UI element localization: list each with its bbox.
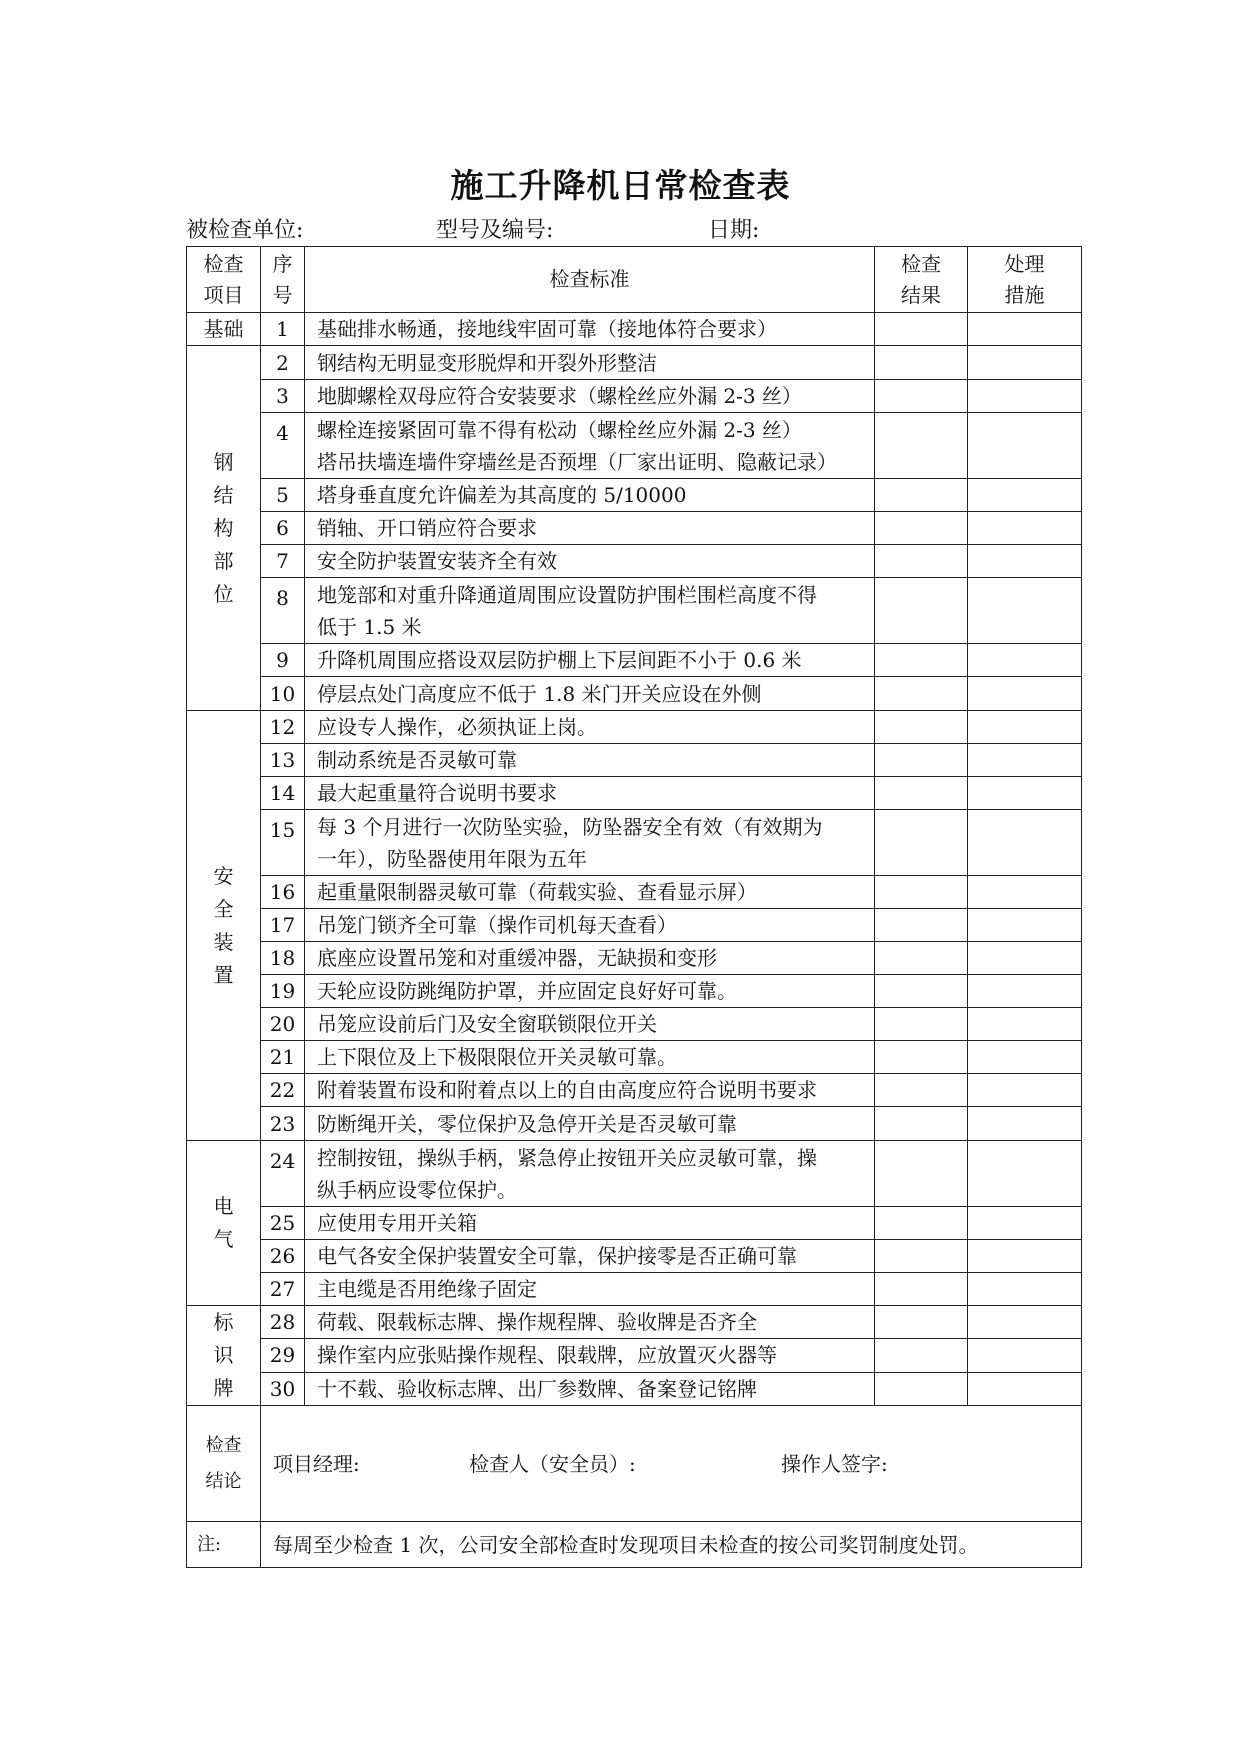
row-number: 20 xyxy=(261,1008,305,1041)
table-row xyxy=(187,1306,1082,1339)
measure-cell[interactable] xyxy=(968,545,1082,578)
result-cell[interactable] xyxy=(875,909,968,942)
result-cell[interactable] xyxy=(875,1207,968,1240)
model-number-label: 型号及编号: xyxy=(436,218,554,243)
measure-cell[interactable] xyxy=(968,744,1082,777)
row-number: 1 xyxy=(261,313,305,346)
check-standard: 防断绳开关，零位保护及急停开关是否灵敏可靠 xyxy=(305,1107,875,1141)
inspector-label: 检查人（安全员）: xyxy=(469,1451,636,1476)
row-number: 10 xyxy=(261,677,305,711)
group-signage: 标 识 牌 xyxy=(187,1306,261,1406)
header-measure: 处理 措施 xyxy=(968,247,1082,313)
row-number: 21 xyxy=(261,1041,305,1074)
check-standard: 升降机周围应搭设双层防护棚上下层间距不小于 0.6 米 xyxy=(305,644,875,677)
table-row xyxy=(187,413,1082,479)
check-standard: 销轴、开口销应符合要求 xyxy=(305,512,875,545)
measure-cell[interactable] xyxy=(968,1207,1082,1240)
table-row xyxy=(187,1008,1082,1041)
check-standard: 电气各安全保护装置安全可靠，保护接零是否正确可靠 xyxy=(305,1240,875,1273)
check-standard: 控制按钮，操纵手柄，紧急停止按钮开关应灵敏可靠，操 纵手柄应设零位保护。 xyxy=(305,1141,875,1207)
result-cell[interactable] xyxy=(875,975,968,1008)
result-cell[interactable] xyxy=(875,810,968,876)
result-cell[interactable] xyxy=(875,744,968,777)
table-row xyxy=(187,744,1082,777)
measure-cell[interactable] xyxy=(968,1041,1082,1074)
result-cell[interactable] xyxy=(875,380,968,413)
table-row xyxy=(187,677,1082,711)
row-number: 19 xyxy=(261,975,305,1008)
table-row xyxy=(187,578,1082,644)
measure-cell[interactable] xyxy=(968,711,1082,744)
check-standard: 应设专人操作，必须执证上岗。 xyxy=(305,711,875,744)
measure-cell[interactable] xyxy=(968,479,1082,512)
row-number: 14 xyxy=(261,777,305,810)
table-row xyxy=(187,876,1082,909)
check-standard: 停层点处门高度应不低于 1.8 米门开关应设在外侧 xyxy=(305,677,875,711)
table-row xyxy=(187,777,1082,810)
result-cell[interactable] xyxy=(875,413,968,479)
date-label: 日期: xyxy=(708,218,760,243)
inspection-table xyxy=(186,246,1082,1568)
table-row xyxy=(187,479,1082,512)
row-number: 25 xyxy=(261,1207,305,1240)
result-cell[interactable] xyxy=(875,1273,968,1306)
row-number: 23 xyxy=(261,1107,305,1141)
measure-cell[interactable] xyxy=(968,1141,1082,1207)
check-standard: 附着装置布设和附着点以上的自由高度应符合说明书要求 xyxy=(305,1074,875,1107)
table-row xyxy=(187,1339,1082,1372)
table-row xyxy=(187,313,1082,346)
check-standard: 底座应设置吊笼和对重缓冲器，无缺损和变形 xyxy=(305,942,875,975)
table-row xyxy=(187,1041,1082,1074)
table-row xyxy=(187,810,1082,876)
result-cell[interactable] xyxy=(875,644,968,677)
row-number: 28 xyxy=(261,1306,305,1339)
measure-cell[interactable] xyxy=(968,1008,1082,1041)
check-standard: 螺栓连接紧固可靠不得有松动（螺栓丝应外漏 2-3 丝） 塔吊扶墙连墙件穿墙丝是否预埋（厂家出证明、隐蔽记录） xyxy=(305,413,875,479)
measure-cell[interactable] xyxy=(968,1107,1082,1141)
page-title: 施工升降机日常检查表 xyxy=(450,166,791,205)
measure-cell[interactable] xyxy=(968,1339,1082,1372)
measure-cell[interactable] xyxy=(968,644,1082,677)
row-number: 12 xyxy=(261,711,305,744)
header-item: 检查 项目 xyxy=(187,247,261,313)
note-label: 注: xyxy=(187,1522,261,1568)
table-row xyxy=(187,909,1082,942)
row-number: 22 xyxy=(261,1074,305,1107)
table-row xyxy=(187,1074,1082,1107)
check-standard: 主电缆是否用绝缘子固定 xyxy=(305,1273,875,1306)
measure-cell[interactable] xyxy=(968,313,1082,346)
measure-cell[interactable] xyxy=(968,909,1082,942)
result-cell[interactable] xyxy=(875,1041,968,1074)
result-cell[interactable] xyxy=(875,777,968,810)
check-standard: 吊笼门锁齐全可靠（操作司机每天查看） xyxy=(305,909,875,942)
row-number: 27 xyxy=(261,1273,305,1306)
signature-area xyxy=(261,1406,1082,1522)
check-standard: 塔身垂直度允许偏差为其高度的 5/10000 xyxy=(305,479,875,512)
row-number: 5 xyxy=(261,479,305,512)
row-number: 18 xyxy=(261,942,305,975)
note-row xyxy=(187,1522,1082,1568)
measure-cell[interactable] xyxy=(968,975,1082,1008)
row-number: 17 xyxy=(261,909,305,942)
row-number: 13 xyxy=(261,744,305,777)
measure-cell[interactable] xyxy=(968,512,1082,545)
inspected-unit-label: 被检查单位: xyxy=(186,218,304,243)
measure-cell[interactable] xyxy=(968,1240,1082,1273)
table-row xyxy=(187,380,1082,413)
check-standard: 荷载、限载标志牌、操作规程牌、验收牌是否齐全 xyxy=(305,1306,875,1339)
row-number: 4 xyxy=(261,413,305,479)
project-manager-label: 项目经理: xyxy=(273,1451,360,1476)
result-cell[interactable] xyxy=(875,1107,968,1141)
check-standard: 制动系统是否灵敏可靠 xyxy=(305,744,875,777)
row-number: 24 xyxy=(261,1141,305,1207)
result-cell[interactable] xyxy=(875,346,968,380)
check-standard: 操作室内应张贴操作规程、限载牌，应放置灭火器等 xyxy=(305,1339,875,1372)
note-text: 每周至少检查 1 次，公司安全部检查时发现项目未检查的按公司奖罚制度处罚。 xyxy=(261,1522,1082,1568)
result-cell[interactable] xyxy=(875,578,968,644)
header-result: 检查 结果 xyxy=(875,247,968,313)
table-row xyxy=(187,346,1082,380)
group-steel-structure: 钢 结 构 部 位 xyxy=(187,346,261,711)
result-cell[interactable] xyxy=(875,711,968,744)
table-row xyxy=(187,1273,1082,1306)
measure-cell[interactable] xyxy=(968,413,1082,479)
header-standard: 检查标准 xyxy=(305,247,875,313)
row-number: 16 xyxy=(261,876,305,909)
measure-cell[interactable] xyxy=(968,380,1082,413)
result-cell[interactable] xyxy=(875,1008,968,1041)
conclusion-label: 检查 结论 xyxy=(187,1406,261,1522)
conclusion-row xyxy=(187,1406,1082,1522)
check-standard: 基础排水畅通，接地线牢固可靠（接地体符合要求） xyxy=(305,313,875,346)
row-number: 30 xyxy=(261,1372,305,1405)
measure-cell[interactable] xyxy=(968,1372,1082,1405)
check-standard: 起重量限制器灵敏可靠（荷载实验、查看显示屏） xyxy=(305,876,875,909)
check-standard: 天轮应设防跳绳防护罩，并应固定良好好可靠。 xyxy=(305,975,875,1008)
row-number: 26 xyxy=(261,1240,305,1273)
result-cell[interactable] xyxy=(875,313,968,346)
group-foundation: 基础 xyxy=(187,313,261,346)
measure-cell[interactable] xyxy=(968,810,1082,876)
row-number: 9 xyxy=(261,644,305,677)
measure-cell[interactable] xyxy=(968,1273,1082,1306)
measure-cell[interactable] xyxy=(968,677,1082,711)
result-cell[interactable] xyxy=(875,479,968,512)
check-standard: 钢结构无明显变形脱焊和开裂外形整洁 xyxy=(305,346,875,380)
result-cell[interactable] xyxy=(875,876,968,909)
group-electrical: 电 气 xyxy=(187,1141,261,1306)
table-row xyxy=(187,1107,1082,1141)
row-number: 8 xyxy=(261,578,305,644)
table-row xyxy=(187,644,1082,677)
result-cell[interactable] xyxy=(875,1339,968,1372)
check-standard: 上下限位及上下极限限位开关灵敏可靠。 xyxy=(305,1041,875,1074)
table-row xyxy=(187,545,1082,578)
result-cell[interactable] xyxy=(875,1074,968,1107)
row-number: 6 xyxy=(261,512,305,545)
measure-cell[interactable] xyxy=(968,346,1082,380)
result-cell[interactable] xyxy=(875,1240,968,1273)
check-standard: 吊笼应设前后门及安全窗联锁限位开关 xyxy=(305,1008,875,1041)
row-number: 29 xyxy=(261,1339,305,1372)
table-row xyxy=(187,512,1082,545)
check-standard: 十不载、验收标志牌、出厂参数牌、备案登记铭牌 xyxy=(305,1372,875,1405)
row-number: 7 xyxy=(261,545,305,578)
result-cell[interactable] xyxy=(875,677,968,711)
check-standard: 地脚螺栓双母应符合安装要求（螺栓丝应外漏 2-3 丝） xyxy=(305,380,875,413)
result-cell[interactable] xyxy=(875,1141,968,1207)
measure-cell[interactable] xyxy=(968,942,1082,975)
table-row xyxy=(187,1207,1082,1240)
measure-cell[interactable] xyxy=(968,1306,1082,1339)
operator-sign-label: 操作人签字: xyxy=(781,1451,888,1476)
check-standard: 安全防护装置安装齐全有效 xyxy=(305,545,875,578)
table-row xyxy=(187,1141,1082,1207)
result-cell[interactable] xyxy=(875,1306,968,1339)
check-standard: 最大起重量符合说明书要求 xyxy=(305,777,875,810)
header-seq: 序 号 xyxy=(261,247,305,313)
table-row xyxy=(187,942,1082,975)
check-standard: 每 3 个月进行一次防坠实验，防坠器安全有效（有效期为 一年），防坠器使用年限为五年 xyxy=(305,810,875,876)
row-number: 2 xyxy=(261,346,305,380)
row-number: 3 xyxy=(261,380,305,413)
table-row xyxy=(187,975,1082,1008)
measure-cell[interactable] xyxy=(968,777,1082,810)
header-row xyxy=(187,247,1082,313)
table-row xyxy=(187,1372,1082,1405)
result-cell[interactable] xyxy=(875,545,968,578)
measure-cell[interactable] xyxy=(968,876,1082,909)
result-cell[interactable] xyxy=(875,942,968,975)
group-safety-devices: 安 全 装 置 xyxy=(187,711,261,1141)
result-cell[interactable] xyxy=(875,512,968,545)
table-row xyxy=(187,1240,1082,1273)
measure-cell[interactable] xyxy=(968,1074,1082,1107)
table-row xyxy=(187,711,1082,744)
check-standard: 地笼部和对重升降通道周围应设置防护围栏围栏高度不得 低于 1.5 米 xyxy=(305,578,875,644)
row-number: 15 xyxy=(261,810,305,876)
check-standard: 应使用专用开关箱 xyxy=(305,1207,875,1240)
measure-cell[interactable] xyxy=(968,578,1082,644)
result-cell[interactable] xyxy=(875,1372,968,1405)
